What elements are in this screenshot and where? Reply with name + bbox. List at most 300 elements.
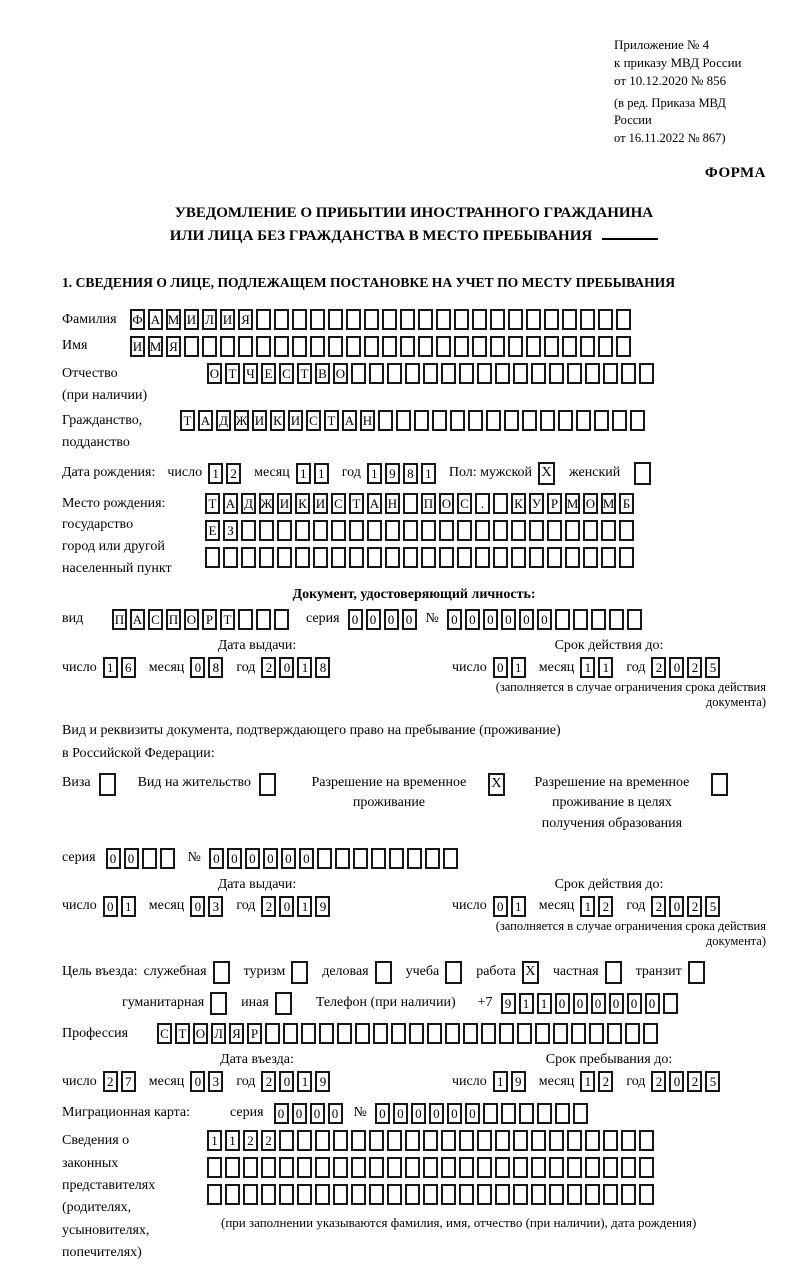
char-cell[interactable] [328, 336, 343, 357]
char-cell[interactable]: 2 [261, 1071, 276, 1092]
char-cell[interactable] [549, 1184, 564, 1205]
char-cell[interactable] [403, 547, 418, 568]
char-cell[interactable] [373, 1023, 388, 1044]
char-cell[interactable]: 0 [279, 1071, 294, 1092]
char-cell[interactable]: И [277, 493, 292, 514]
char-cell[interactable] [558, 410, 573, 431]
char-cell[interactable] [499, 1023, 514, 1044]
visa-checkbox[interactable] [99, 773, 116, 796]
char-cell[interactable] [639, 1130, 654, 1151]
char-cell[interactable]: А [342, 410, 357, 431]
char-cell[interactable] [387, 363, 402, 384]
char-cell[interactable] [511, 547, 526, 568]
char-cell[interactable] [517, 1023, 532, 1044]
char-cell[interactable]: 2 [651, 896, 666, 917]
char-cell[interactable]: Т [349, 493, 364, 514]
char-cell[interactable] [238, 336, 253, 357]
char-cell[interactable] [630, 410, 645, 431]
char-cell[interactable]: 0 [263, 848, 278, 869]
char-cell[interactable] [418, 309, 433, 330]
char-cell[interactable]: 9 [385, 463, 400, 484]
char-cell[interactable] [526, 336, 541, 357]
char-cell[interactable] [297, 1184, 312, 1205]
char-cell[interactable] [405, 363, 420, 384]
char-cell[interactable] [598, 309, 613, 330]
char-cell[interactable] [279, 1157, 294, 1178]
char-cell[interactable] [495, 1184, 510, 1205]
char-cell[interactable]: М [166, 309, 181, 330]
char-cell[interactable] [256, 609, 271, 630]
char-cell[interactable]: Б [619, 493, 634, 514]
char-cell[interactable] [184, 336, 199, 357]
char-cell[interactable]: 0 [429, 1103, 444, 1124]
char-cell[interactable] [274, 309, 289, 330]
char-cell[interactable] [459, 1130, 474, 1151]
char-cell[interactable]: 2 [261, 1130, 276, 1151]
char-cell[interactable]: 2 [103, 1071, 118, 1092]
char-cell[interactable] [207, 1184, 222, 1205]
char-cell[interactable]: 2 [651, 657, 666, 678]
char-cell[interactable]: 0 [402, 609, 417, 630]
char-cell[interactable] [625, 1023, 640, 1044]
char-cell[interactable]: С [148, 609, 163, 630]
char-cell[interactable] [405, 1184, 420, 1205]
char-cell[interactable]: С [331, 493, 346, 514]
char-cell[interactable] [457, 520, 472, 541]
char-cell[interactable] [567, 363, 582, 384]
char-cell[interactable]: 2 [243, 1130, 258, 1151]
char-cell[interactable] [349, 547, 364, 568]
char-cell[interactable] [364, 336, 379, 357]
char-cell[interactable]: 0 [537, 609, 552, 630]
purpose-tourism-checkbox[interactable] [291, 961, 308, 984]
char-cell[interactable]: 0 [669, 896, 684, 917]
char-cell[interactable] [477, 1130, 492, 1151]
char-cell[interactable] [418, 336, 433, 357]
char-cell[interactable] [279, 1130, 294, 1151]
char-cell[interactable] [439, 520, 454, 541]
char-cell[interactable]: 0 [627, 993, 642, 1014]
char-cell[interactable] [547, 520, 562, 541]
char-cell[interactable] [555, 1103, 570, 1124]
char-cell[interactable]: 3 [208, 1071, 223, 1092]
char-cell[interactable] [225, 1184, 240, 1205]
char-cell[interactable] [423, 1157, 438, 1178]
char-cell[interactable]: 0 [493, 657, 508, 678]
char-cell[interactable]: 0 [106, 848, 121, 869]
char-cell[interactable] [567, 1157, 582, 1178]
char-cell[interactable]: 8 [208, 657, 223, 678]
char-cell[interactable] [297, 1157, 312, 1178]
char-cell[interactable] [160, 848, 175, 869]
char-cell[interactable]: 1 [297, 657, 312, 678]
char-cell[interactable] [443, 848, 458, 869]
char-cell[interactable]: 0 [411, 1103, 426, 1124]
gender-male-checkbox[interactable]: X [538, 462, 555, 485]
char-cell[interactable]: 1 [297, 1071, 312, 1092]
char-cell[interactable]: К [511, 493, 526, 514]
char-cell[interactable] [331, 520, 346, 541]
char-cell[interactable]: О [184, 609, 199, 630]
char-cell[interactable] [601, 520, 616, 541]
char-cell[interactable] [475, 547, 490, 568]
char-cell[interactable]: 0 [292, 1103, 307, 1124]
char-cell[interactable]: 0 [493, 896, 508, 917]
char-cell[interactable] [565, 520, 580, 541]
char-cell[interactable] [583, 520, 598, 541]
char-cell[interactable]: Ж [234, 410, 249, 431]
char-cell[interactable] [454, 336, 469, 357]
char-cell[interactable] [351, 1157, 366, 1178]
char-cell[interactable] [301, 1023, 316, 1044]
char-cell[interactable]: Д [216, 410, 231, 431]
char-cell[interactable] [639, 1184, 654, 1205]
char-cell[interactable]: М [601, 493, 616, 514]
char-cell[interactable] [371, 848, 386, 869]
char-cell[interactable]: 0 [447, 1103, 462, 1124]
char-cell[interactable]: 0 [384, 609, 399, 630]
char-cell[interactable] [493, 547, 508, 568]
char-cell[interactable] [598, 336, 613, 357]
char-cell[interactable]: Т [175, 1023, 190, 1044]
char-cell[interactable]: 8 [403, 463, 418, 484]
char-cell[interactable] [621, 363, 636, 384]
char-cell[interactable] [389, 848, 404, 869]
char-cell[interactable]: 0 [279, 657, 294, 678]
char-cell[interactable] [621, 1184, 636, 1205]
char-cell[interactable] [423, 363, 438, 384]
char-cell[interactable] [256, 336, 271, 357]
char-cell[interactable]: И [220, 309, 235, 330]
char-cell[interactable]: А [148, 309, 163, 330]
char-cell[interactable] [400, 309, 415, 330]
char-cell[interactable] [513, 1184, 528, 1205]
char-cell[interactable] [591, 609, 606, 630]
char-cell[interactable]: Я [229, 1023, 244, 1044]
char-cell[interactable] [477, 1157, 492, 1178]
temp-residence-checkbox[interactable]: X [488, 773, 505, 796]
gender-female-checkbox[interactable] [634, 462, 651, 485]
char-cell[interactable] [627, 609, 642, 630]
char-cell[interactable] [450, 410, 465, 431]
char-cell[interactable] [369, 1130, 384, 1151]
char-cell[interactable] [576, 410, 591, 431]
char-cell[interactable] [295, 520, 310, 541]
char-cell[interactable] [349, 520, 364, 541]
char-cell[interactable] [259, 547, 274, 568]
char-cell[interactable]: 2 [261, 657, 276, 678]
char-cell[interactable] [391, 1023, 406, 1044]
char-cell[interactable]: А [130, 609, 145, 630]
char-cell[interactable]: П [112, 609, 127, 630]
char-cell[interactable] [315, 1130, 330, 1151]
char-cell[interactable] [220, 336, 235, 357]
char-cell[interactable]: Т [180, 410, 195, 431]
char-cell[interactable]: Н [360, 410, 375, 431]
char-cell[interactable]: И [252, 410, 267, 431]
char-cell[interactable] [529, 547, 544, 568]
char-cell[interactable] [351, 363, 366, 384]
char-cell[interactable] [544, 309, 559, 330]
char-cell[interactable] [333, 1157, 348, 1178]
char-cell[interactable]: 1 [580, 657, 595, 678]
char-cell[interactable]: 1 [580, 1071, 595, 1092]
char-cell[interactable]: Р [547, 493, 562, 514]
char-cell[interactable]: 1 [207, 1130, 222, 1151]
char-cell[interactable] [333, 1184, 348, 1205]
char-cell[interactable]: 7 [121, 1071, 136, 1092]
char-cell[interactable]: 0 [483, 609, 498, 630]
char-cell[interactable]: В [315, 363, 330, 384]
char-cell[interactable] [436, 336, 451, 357]
char-cell[interactable]: П [166, 609, 181, 630]
char-cell[interactable] [387, 1157, 402, 1178]
char-cell[interactable]: Ж [259, 493, 274, 514]
char-cell[interactable]: М [148, 336, 163, 357]
char-cell[interactable]: А [223, 493, 238, 514]
char-cell[interactable]: О [583, 493, 598, 514]
char-cell[interactable] [369, 363, 384, 384]
char-cell[interactable]: И [313, 493, 328, 514]
char-cell[interactable]: 0 [281, 848, 296, 869]
char-cell[interactable] [589, 1023, 604, 1044]
char-cell[interactable]: Я [238, 309, 253, 330]
char-cell[interactable] [472, 336, 487, 357]
char-cell[interactable] [436, 309, 451, 330]
char-cell[interactable]: П [421, 493, 436, 514]
char-cell[interactable] [477, 1184, 492, 1205]
char-cell[interactable]: 3 [208, 896, 223, 917]
char-cell[interactable] [495, 363, 510, 384]
char-cell[interactable] [409, 1023, 424, 1044]
char-cell[interactable]: 0 [375, 1103, 390, 1124]
char-cell[interactable]: О [207, 363, 222, 384]
char-cell[interactable] [403, 520, 418, 541]
char-cell[interactable] [477, 363, 492, 384]
char-cell[interactable] [387, 1130, 402, 1151]
char-cell[interactable] [261, 1157, 276, 1178]
char-cell[interactable] [562, 336, 577, 357]
char-cell[interactable]: 6 [121, 657, 136, 678]
char-cell[interactable]: 1 [296, 463, 311, 484]
char-cell[interactable] [573, 609, 588, 630]
char-cell[interactable] [427, 1023, 442, 1044]
char-cell[interactable] [519, 1103, 534, 1124]
char-cell[interactable] [495, 1130, 510, 1151]
char-cell[interactable]: 1 [367, 463, 382, 484]
char-cell[interactable] [583, 547, 598, 568]
char-cell[interactable]: Д [241, 493, 256, 514]
residence-permit-checkbox[interactable] [259, 773, 276, 796]
char-cell[interactable]: 0 [501, 609, 516, 630]
char-cell[interactable] [382, 309, 397, 330]
char-cell[interactable]: И [130, 336, 145, 357]
char-cell[interactable] [277, 547, 292, 568]
char-cell[interactable]: 0 [669, 657, 684, 678]
char-cell[interactable] [501, 1103, 516, 1124]
char-cell[interactable] [333, 1130, 348, 1151]
char-cell[interactable]: 1 [208, 463, 223, 484]
char-cell[interactable] [432, 410, 447, 431]
char-cell[interactable] [441, 1130, 456, 1151]
char-cell[interactable] [612, 410, 627, 431]
char-cell[interactable] [315, 1157, 330, 1178]
char-cell[interactable] [609, 609, 624, 630]
char-cell[interactable]: 2 [651, 1071, 666, 1092]
char-cell[interactable] [619, 520, 634, 541]
char-cell[interactable] [351, 1130, 366, 1151]
char-cell[interactable] [522, 410, 537, 431]
char-cell[interactable]: 0 [573, 993, 588, 1014]
char-cell[interactable] [243, 1157, 258, 1178]
char-cell[interactable] [531, 1130, 546, 1151]
char-cell[interactable]: Р [247, 1023, 262, 1044]
char-cell[interactable] [445, 1023, 460, 1044]
char-cell[interactable] [202, 336, 217, 357]
char-cell[interactable] [463, 1023, 478, 1044]
char-cell[interactable]: Е [205, 520, 220, 541]
char-cell[interactable] [603, 1157, 618, 1178]
char-cell[interactable]: Ф [130, 309, 145, 330]
char-cell[interactable]: 0 [645, 993, 660, 1014]
char-cell[interactable] [508, 309, 523, 330]
char-cell[interactable] [508, 336, 523, 357]
char-cell[interactable] [405, 1157, 420, 1178]
char-cell[interactable]: 0 [519, 609, 534, 630]
char-cell[interactable]: 0 [366, 609, 381, 630]
char-cell[interactable] [315, 1184, 330, 1205]
char-cell[interactable] [259, 520, 274, 541]
char-cell[interactable] [567, 1130, 582, 1151]
char-cell[interactable] [603, 1130, 618, 1151]
char-cell[interactable]: И [184, 309, 199, 330]
char-cell[interactable]: 0 [190, 896, 205, 917]
char-cell[interactable] [603, 363, 618, 384]
char-cell[interactable]: 1 [121, 896, 136, 917]
char-cell[interactable] [335, 848, 350, 869]
char-cell[interactable] [337, 1023, 352, 1044]
char-cell[interactable] [223, 547, 238, 568]
purpose-other-checkbox[interactable] [275, 992, 292, 1015]
char-cell[interactable]: Л [211, 1023, 226, 1044]
char-cell[interactable] [400, 336, 415, 357]
char-cell[interactable] [513, 1130, 528, 1151]
char-cell[interactable] [364, 309, 379, 330]
char-cell[interactable] [529, 520, 544, 541]
char-cell[interactable] [423, 1130, 438, 1151]
purpose-commercial-checkbox[interactable] [375, 961, 392, 984]
char-cell[interactable]: 0 [591, 993, 606, 1014]
char-cell[interactable] [351, 1184, 366, 1205]
purpose-transit-checkbox[interactable] [688, 961, 705, 984]
char-cell[interactable]: 1 [493, 1071, 508, 1092]
char-cell[interactable]: 0 [393, 1103, 408, 1124]
char-cell[interactable] [616, 336, 631, 357]
char-cell[interactable] [331, 547, 346, 568]
char-cell[interactable]: 9 [315, 896, 330, 917]
char-cell[interactable]: К [295, 493, 310, 514]
char-cell[interactable]: 5 [705, 1071, 720, 1092]
char-cell[interactable] [585, 1130, 600, 1151]
char-cell[interactable]: Е [261, 363, 276, 384]
char-cell[interactable]: З [223, 520, 238, 541]
purpose-work-checkbox[interactable]: X [522, 961, 539, 984]
char-cell[interactable]: 1 [519, 993, 534, 1014]
char-cell[interactable] [619, 547, 634, 568]
char-cell[interactable] [490, 336, 505, 357]
char-cell[interactable] [142, 848, 157, 869]
char-cell[interactable]: 1 [225, 1130, 240, 1151]
char-cell[interactable] [603, 1184, 618, 1205]
char-cell[interactable] [385, 520, 400, 541]
char-cell[interactable] [459, 1184, 474, 1205]
char-cell[interactable] [414, 410, 429, 431]
char-cell[interactable] [378, 410, 393, 431]
char-cell[interactable] [549, 363, 564, 384]
char-cell[interactable] [621, 1130, 636, 1151]
char-cell[interactable]: А [198, 410, 213, 431]
char-cell[interactable] [511, 520, 526, 541]
char-cell[interactable] [472, 309, 487, 330]
char-cell[interactable]: 0 [245, 848, 260, 869]
char-cell[interactable] [279, 1184, 294, 1205]
char-cell[interactable]: А [367, 493, 382, 514]
char-cell[interactable] [441, 1157, 456, 1178]
char-cell[interactable] [571, 1023, 586, 1044]
purpose-private-checkbox[interactable] [605, 961, 622, 984]
char-cell[interactable] [457, 547, 472, 568]
char-cell[interactable]: . [475, 493, 490, 514]
char-cell[interactable]: Л [202, 309, 217, 330]
char-cell[interactable] [459, 1157, 474, 1178]
char-cell[interactable] [346, 336, 361, 357]
char-cell[interactable] [319, 1023, 334, 1044]
char-cell[interactable] [601, 547, 616, 568]
char-cell[interactable] [562, 309, 577, 330]
char-cell[interactable]: 0 [465, 1103, 480, 1124]
char-cell[interactable]: 0 [103, 896, 118, 917]
char-cell[interactable]: М [565, 493, 580, 514]
char-cell[interactable] [490, 309, 505, 330]
char-cell[interactable] [292, 309, 307, 330]
char-cell[interactable]: У [529, 493, 544, 514]
char-cell[interactable] [504, 410, 519, 431]
char-cell[interactable] [486, 410, 501, 431]
char-cell[interactable] [573, 1103, 588, 1124]
temp-residence-education-checkbox[interactable] [711, 773, 728, 796]
char-cell[interactable]: 8 [315, 657, 330, 678]
char-cell[interactable] [205, 547, 220, 568]
char-cell[interactable]: 1 [103, 657, 118, 678]
char-cell[interactable]: 2 [687, 896, 702, 917]
char-cell[interactable] [585, 1157, 600, 1178]
char-cell[interactable]: О [333, 363, 348, 384]
char-cell[interactable] [475, 520, 490, 541]
char-cell[interactable]: Я [166, 336, 181, 357]
char-cell[interactable] [256, 309, 271, 330]
char-cell[interactable] [355, 1023, 370, 1044]
char-cell[interactable]: 0 [279, 896, 294, 917]
char-cell[interactable] [346, 309, 361, 330]
char-cell[interactable] [531, 1157, 546, 1178]
char-cell[interactable] [297, 1130, 312, 1151]
char-cell[interactable] [481, 1023, 496, 1044]
purpose-humanitarian-checkbox[interactable] [210, 992, 227, 1015]
char-cell[interactable] [283, 1023, 298, 1044]
char-cell[interactable]: С [306, 410, 321, 431]
char-cell[interactable]: Т [324, 410, 339, 431]
char-cell[interactable]: О [193, 1023, 208, 1044]
